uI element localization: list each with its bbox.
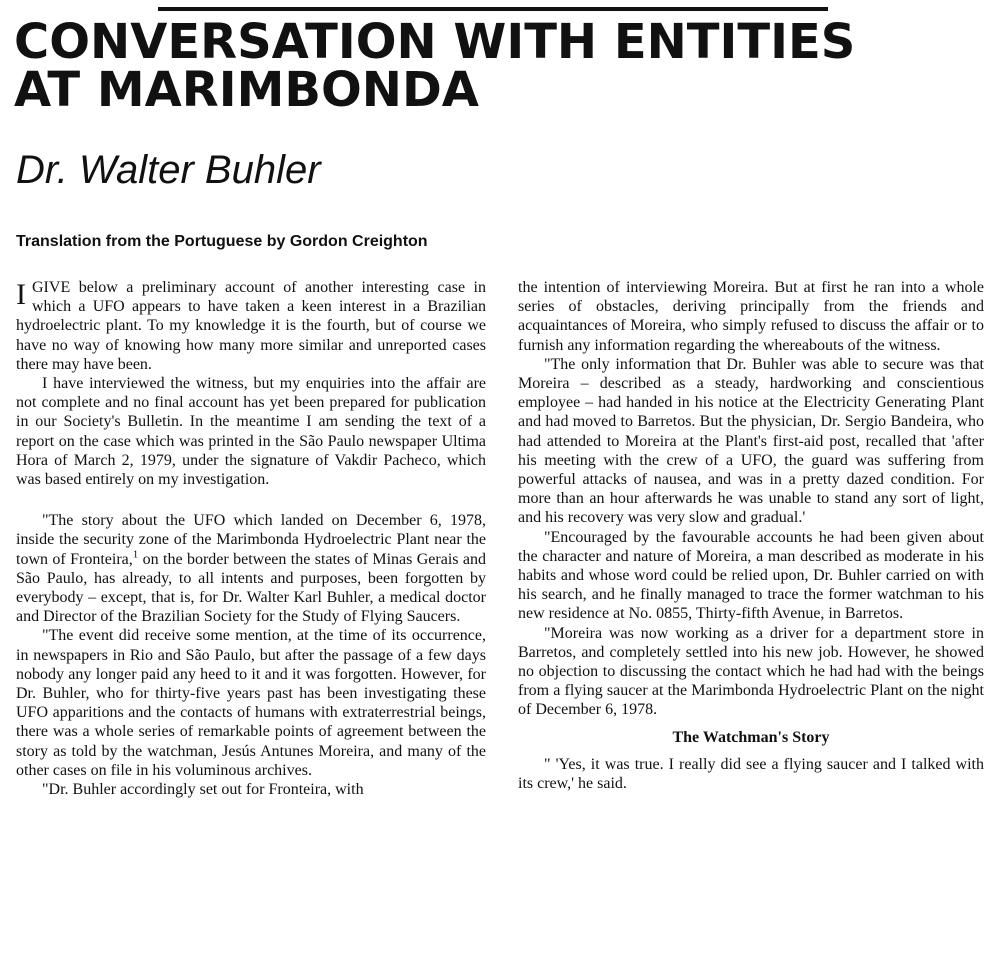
- section-heading: The Watchman's Story: [672, 728, 830, 746]
- paragraph: [16, 511, 486, 626]
- paragraph-text: on the border between the states of Minas Gerais and São Paulo, has already, to all intents and purposes, been forgotten by everybody – except, that is, for Dr. Walter Karl Buhler, a medical doctor and Director of the Brazilian Society for the Study of Flying Saucers.: [16, 550, 486, 626]
- paragraph: "The only information that Dr. Buhler was able to secure was that Moreira – described as a steady, hardworking and conscientious employee – had handed in his notice at the Electricity Generating Plant and had moved to Barretos. But the physician, Dr. Sergio Bandeira, who had attended to Moreira at the Plant's first-aid post, recalled that 'after his meeting with the crew of a UFO, the guard was suffering from powerful attacks of nausea, and was in a pretty dazed condition. For more than an hour afterwards he was unable to stand any sort of light, and his recovery was very slow and gradual.': [518, 355, 984, 527]
- footnote-marker: 1: [132, 548, 139, 561]
- article-title: [14, 14, 994, 118]
- left-column: [16, 278, 486, 799]
- paragraph: the intention of interviewing Moreira. But at first he ran into a whole series of obstacles, deriving principally from the friends and acquaintances of Moreira, who simply refused to discuss the affair or to furnish any information regarding the whereabouts of the witness.: [518, 279, 984, 354]
- translation-credit: Translation from the Portuguese by Gordon Creighton: [16, 233, 428, 250]
- paragraph-text: "The story about the UFO which landed on December 6, 1978, inside the security zone of the Marimbonda Hydroelectric Plant near the town of Fronteira,: [16, 512, 486, 568]
- paragraph: "Encouraged by the favourable accounts he had been given about the character and nature of Moreira, a man described as moderate in his habits and whose word could be relied upon, Dr. Buhler carried on with his search, and he finally managed to trace the former watchman to his new residence at No. 0855, Thirty-fifth Avenue, in Barretos.: [518, 528, 984, 623]
- paragraph-text: GIVE below a preliminary account of another interesting case in which a UFO appears to have taken a keen interest in a Brazilian hydroelectric plant. To my knowledge it is the fourth, but of course we have no way of knowing how many more similar and unreported cases there may have been.: [16, 279, 486, 373]
- paragraph: I have interviewed the witness, but my enquiries into the affair are not complete and no final account has yet been prepared for publication in our Society's Bulletin. In the meantime I am sending the text of a report on the case which was printed in the São Paulo newspaper Ultima Hora of March 2, 1979, under the signature of Vakdir Pacheco, which was based entirely on my investigation.: [16, 375, 486, 489]
- right-column: [518, 278, 984, 793]
- title-line-2: AT MARIMBONDA: [14, 62, 479, 118]
- paragraph: " 'Yes, it was true. I really did see a flying saucer and I talked with its crew,' he said.: [518, 755, 984, 793]
- title-line-1: CONVERSATION WITH ENTITIES: [14, 14, 856, 70]
- paragraph: "Moreira was now working as a driver for a department store in Barretos, and completely settled into his new job. However, he showed no objection to discussing the contact which he had had with the beings from a flying saucer at the Marimbonda Hydroelectric Plant on the night of December 6, 1978.: [518, 624, 984, 719]
- paragraph: "The event did receive some mention, at the time of its occurrence, in newspapers in Rio and São Paulo, but after the passage of a few days nobody any longer paid any heed to it and it was forgotten. However, for Dr. Buhler, who for thirty-five years past has been investigating these UFO apparitions and the contacts of humans with extraterrestrial beings, there was a whole series of remarkable points of agreement between the story as told by the watchman, Jesús Antunes Moreira, and many of the other cases on file in his voluminous archives.: [16, 627, 486, 779]
- paragraph: [16, 278, 486, 374]
- author-byline: Dr. Walter Buhler: [16, 148, 321, 192]
- paragraph: "Dr. Buhler accordingly set out for Fronteira, with: [42, 781, 364, 799]
- top-rule: [158, 7, 828, 11]
- drop-cap: I: [16, 278, 26, 311]
